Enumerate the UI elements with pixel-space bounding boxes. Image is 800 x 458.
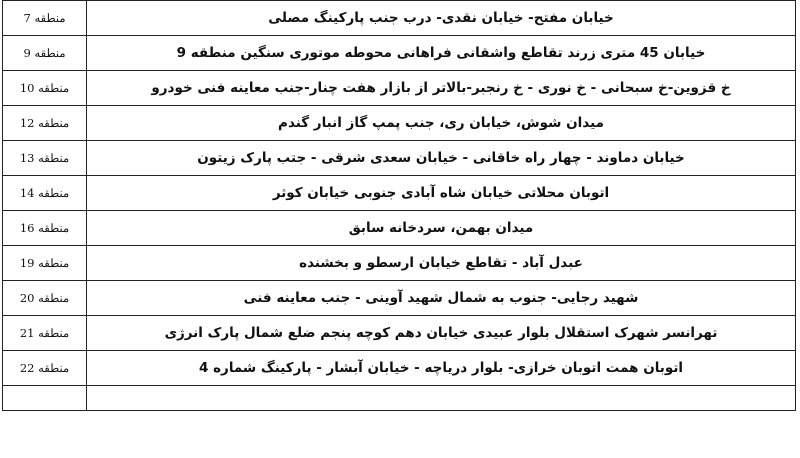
zone-cell: منطقه 19 [3, 246, 87, 281]
zone-cell: منطقه 12 [3, 106, 87, 141]
address-cell: خیابان 45 متری زرند تقاطع واشقانی فراهانی محوطه موتوری سنگین منطقه 9 [87, 36, 796, 71]
table-row [3, 1, 796, 36]
address-cell: شهید رجایی- جنوب به شمال شهید آوینی - جنب معاینه فنی [87, 281, 796, 316]
zone-cell: منطقه 13 [3, 141, 87, 176]
table-row [3, 71, 796, 106]
zone-cell: منطقه 20 [3, 281, 87, 316]
address-cell: خیابان مفتح- خیابان نقدی- درب جنب پارکینگ مصلی [87, 1, 796, 36]
zone-cell: منطقه 22 [3, 351, 87, 386]
address-cell: عبدل آباد - تقاطع خیابان ارسطو و بخشنده [87, 246, 796, 281]
table-row [3, 176, 796, 211]
zone-cell: منطقه 10 [3, 71, 87, 106]
table-row [3, 211, 796, 246]
address-cell: تهرانسر شهرک استقلال بلوار عبیدی خیابان دهم کوچه پنجم ضلع شمال پارک انرژی [87, 316, 796, 351]
address-cell: اتوبان همت اتوبان خرازی- بلوار دریاچه - خیابان آبشار - پارکینگ شماره 4 [87, 351, 796, 386]
address-cell: خ قزوین-خ سبحانی - خ نوری - خ رنجبر-بالاتر از بازار هفت چنار-جنب معاینه فنی خودرو [87, 71, 796, 106]
table-row [3, 106, 796, 141]
table-row-cut-off [3, 386, 796, 411]
zone-cell [3, 386, 87, 411]
address-cell [87, 386, 796, 411]
table-row [3, 141, 796, 176]
zone-cell: منطقه 16 [3, 211, 87, 246]
table-row [3, 316, 796, 351]
locations-table [2, 0, 796, 411]
address-cell: میدان بهمن، سردخانه سابق [87, 211, 796, 246]
address-cell: خیابان دماوند - چهار راه خاقانی - خیابان سعدی شرقی - جتب پارک زیتون [87, 141, 796, 176]
table-row [3, 36, 796, 71]
zone-cell: منطقه 7 [3, 1, 87, 36]
table-row [3, 351, 796, 386]
zone-cell: منطقه 21 [3, 316, 87, 351]
zone-cell: منطقه 9 [3, 36, 87, 71]
address-cell: اتوبان محلاتی خیابان شاه آبادی جنوبی خیابان کوثر [87, 176, 796, 211]
zone-cell: منطقه 14 [3, 176, 87, 211]
address-cell: میدان شوش، خیابان ری، جنب پمپ گاز انبار گندم [87, 106, 796, 141]
table-row [3, 281, 796, 316]
table-row [3, 246, 796, 281]
